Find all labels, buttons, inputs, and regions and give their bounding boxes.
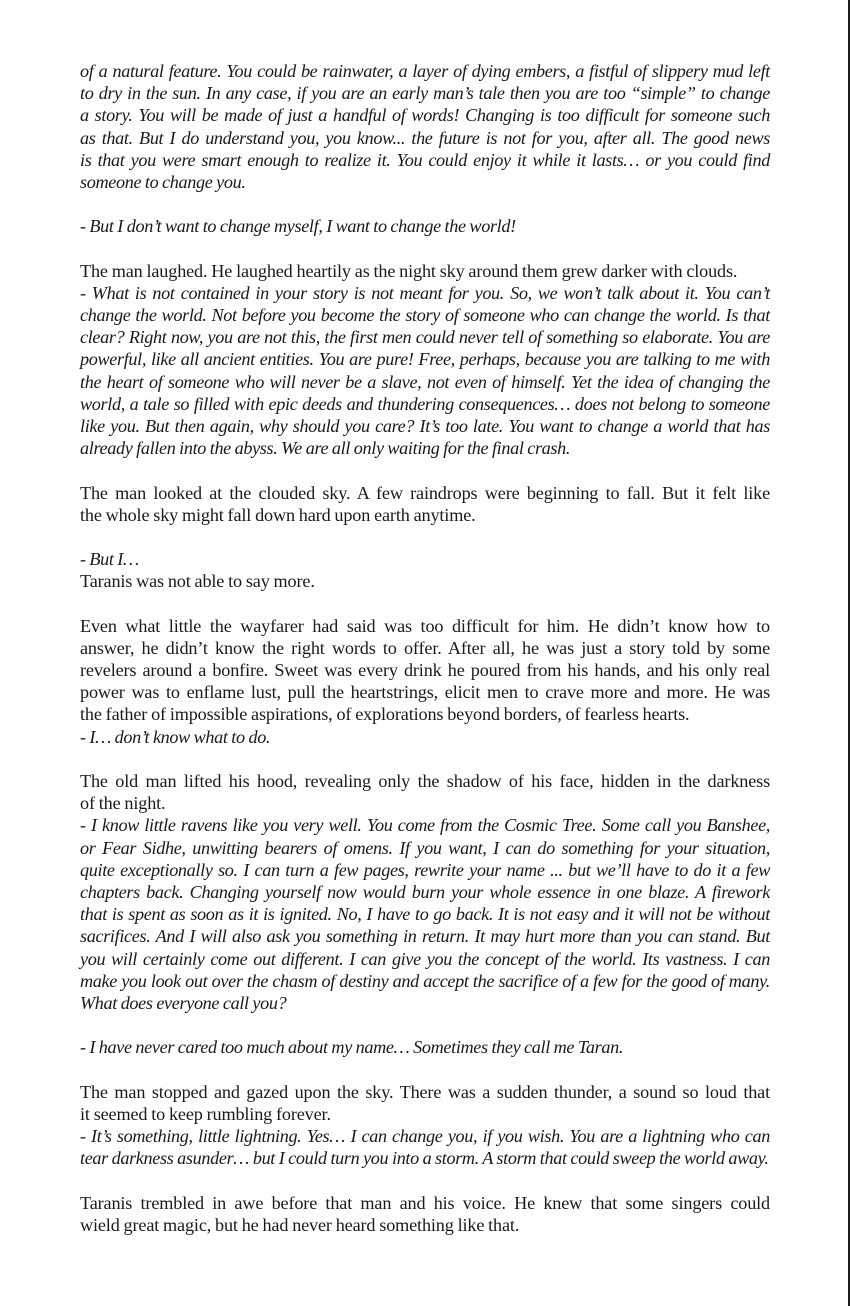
narration-line: The man stopped and gazed upon the sky. There was a sudden thunder, a sound so loud that xyxy=(80,1081,770,1102)
narration-line: The man looked at the clouded sky. A few raindrops were beginning to fall. But it felt like xyxy=(80,482,770,503)
dialogue-line: clear? Right now, you are not this, the first men could never tell of something so elaborate. You are xyxy=(80,327,770,348)
dialogue-line: of a natural feature. You could be rainwater, a layer of dying embers, a fistful of slippery mud left xyxy=(80,61,770,81)
narration-line: it seemed to keep rumbling forever. xyxy=(80,1103,331,1124)
narration-line: the whole sky might fall down hard upon earth anytime. xyxy=(80,504,476,525)
narration-line: wield great magic, but he had never heard something like that. xyxy=(80,1214,520,1235)
dialogue-line: - I have never cared too much about my name… Sometimes they call me Taran. xyxy=(80,1037,624,1058)
dialogue-line: - But I don’t want to change myself, I want to change the world! xyxy=(80,216,516,237)
dialogue-line: the heart of someone who will never be a slave, not even of himself. Yet the idea of changing the xyxy=(80,371,770,392)
paragraph xyxy=(80,548,770,592)
narration-line: revelers around a bonfire. Sweet was every drink he poured from his hands, and his only real xyxy=(80,660,770,681)
paragraph xyxy=(80,60,770,193)
dialogue-line: world, a tale so filled with epic deeds and thundering consequences… does not belong to someone xyxy=(80,393,770,414)
paragraph xyxy=(80,260,770,460)
narration-line: power was to enflame lust, pull the heartstrings, elicit men to crave more and more. He was xyxy=(80,682,770,703)
paragraph xyxy=(80,482,770,526)
narration-line: Taranis was not able to say more. xyxy=(80,571,315,592)
narration-line: of the night. xyxy=(80,793,166,814)
dialogue-line: that is spent as soon as it is ignited. No, I have to go back. It is not easy and it will not be without xyxy=(80,904,770,925)
narration-line: Even what little the wayfarer had said was too difficult for him. He didn’t know how to xyxy=(80,615,770,636)
dialogue-line: like you. But then again, why should you care? It’s too late. You want to change a world that has xyxy=(80,416,770,436)
dialogue-line: or Fear Sidhe, unwitting bearers of omens. If you want, I can do something for your situation, xyxy=(80,837,770,858)
dialogue-line: to dry in the sun. In any case, if you are an early man’s tale then you are too “simple” to change xyxy=(80,83,770,104)
dialogue-line: change the world. Not before you become the story of someone who can change the world. Is that xyxy=(80,305,770,326)
paragraph xyxy=(80,770,770,1014)
dialogue-line: already fallen into the abyss. We are all only waiting for the final crash. xyxy=(80,438,571,459)
dialogue-line: - I… don’t know what to do. xyxy=(80,726,271,747)
dialogue-line: tear darkness asunder… but I could turn you into a storm. A storm that could sweep the world away. xyxy=(80,1148,769,1169)
paragraph xyxy=(80,215,770,237)
narration-line: the father of impossible aspirations, of explorations beyond borders, of fearless hearts. xyxy=(80,704,690,725)
narration-line: The old man lifted his hood, revealing only the shadow of his face, hidden in the darkness xyxy=(80,771,770,791)
narration-line: Taranis trembled in awe before that man and his voice. He knew that some singers could xyxy=(80,1192,770,1213)
dialogue-line: as that. But I do understand you, you know... the future is not for you, after all. The good news xyxy=(80,127,770,148)
dialogue-line: a story. You will be made of just a handful of words! Changing is too difficult for someone such xyxy=(80,105,770,126)
narration-line: The man laughed. He laughed heartily as the night sky around them grew darker with clouds. xyxy=(80,260,738,281)
dialogue-line: quite exceptionally so. I can turn a few pages, rewrite your name ... but we’ll have to do it a few xyxy=(80,859,770,880)
dialogue-line: chapters back. Changing yourself now would burn your whole essence in one blaze. A firework xyxy=(80,881,770,902)
paragraph xyxy=(80,1192,770,1236)
dialogue-line: sacrifices. And I will also ask you something in return. It may hurt more than you can stand. But xyxy=(80,926,770,947)
dialogue-line: - But I… xyxy=(80,549,139,570)
narration-line: answer, he didn’t know the right words to offer. After all, he was just a story told by some xyxy=(80,637,770,658)
dialogue-line: powerful, like all ancient entities. You are pure! Free, perhaps, because you are talking to me with xyxy=(80,349,770,370)
paragraph xyxy=(80,1081,770,1170)
paragraph xyxy=(80,615,770,748)
dialogue-line: - It’s something, little lightning. Yes… I can change you, if you wish. You are a lightning who can xyxy=(80,1126,770,1146)
dialogue-line: you will certainly come out different. I can give you the concept of the world. Its vastness. I can xyxy=(80,948,770,969)
dialogue-line: someone to change you. xyxy=(80,171,246,192)
dialogue-line: make you look out over the chasm of destiny and accept the sacrifice of a few for the good of many. xyxy=(80,970,770,991)
dialogue-line: is that you were smart enough to realize it. You could enjoy it while it lasts… or you could find xyxy=(80,149,770,170)
paragraph xyxy=(80,1036,770,1058)
dialogue-line: What does everyone call you? xyxy=(80,992,287,1013)
dialogue-line: - I know little ravens like you very well. You come from the Cosmic Tree. Some call you Banshee, xyxy=(80,815,770,836)
dialogue-line: - What is not contained in your story is not meant for you. So, we won’t talk about it. You can’t xyxy=(80,282,770,303)
page-text-column xyxy=(80,60,770,1258)
